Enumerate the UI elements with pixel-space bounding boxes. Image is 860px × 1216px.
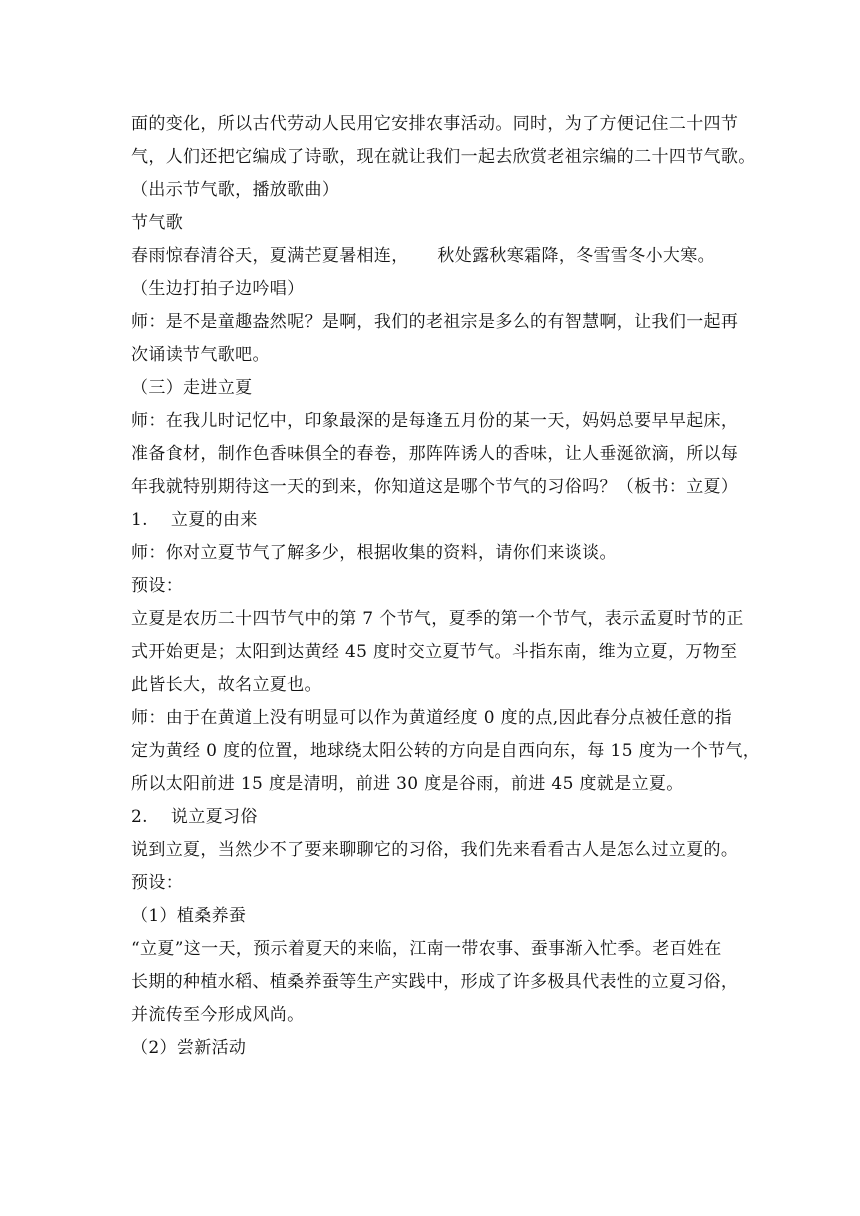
section-heading: 节气歌 — [131, 213, 184, 233]
paragraph-line: 师：由于在黄道上没有明显可以作为黄道经度 0 度的点,因此春分点被任意的指 — [131, 708, 732, 728]
section-heading: （1）植桑养蚕 — [131, 906, 247, 926]
paragraph-line: 说到立夏，当然少不了要来聊聊它的习俗，我们先来看看古人是怎么过立夏的。 — [131, 840, 739, 860]
paragraph-line: 立夏是农历二十四节气中的第 7 个节气，夏季的第一个节气，表示孟夏时节的正 — [131, 609, 744, 629]
paragraph-line: 预设： — [131, 873, 184, 893]
section-heading: （2）尝新活动 — [131, 1038, 247, 1058]
paragraph-line: 此皆长大，故名立夏也。 — [131, 675, 322, 695]
section-heading: （三）走进立夏 — [131, 378, 253, 398]
song-lyrics: 春雨惊春清谷天，夏满芒夏暑相连， 秋处露秋寒霜降，冬雪雪冬小大寒。 — [131, 246, 715, 266]
paragraph-line: 并流传至今形成风尚。 — [131, 1005, 305, 1025]
paragraph-line: 师：你对立夏节气了解多少，根据收集的资料，请你们来谈谈。 — [131, 543, 617, 563]
paragraph-line: 定为黄经 0 度的位置，地球绕太阳公转的方向是自西向东，每 15 度为一个节气， — [131, 741, 761, 761]
paragraph-line: 式开始更是；太阳到达黄经 45 度时交立夏节气。斗指东南，维为立夏，万物至 — [131, 642, 738, 662]
paragraph-line: 预设： — [131, 576, 184, 596]
paragraph-line: 准备食材，制作色香味俱全的春卷，那阵阵诱人的香味，让人垂涎欲滴，所以每 — [131, 444, 739, 464]
paragraph-line: （生边打拍子边吟唱） — [131, 279, 305, 299]
paragraph-line: 次诵读节气歌吧。 — [131, 345, 270, 365]
paragraph-line: 年我就特别期待这一天的到来，你知道这是哪个节气的习俗吗？（板书：立夏） — [131, 477, 739, 497]
numbered-heading: 2. 说立夏习俗 — [131, 807, 258, 827]
paragraph-line: 师：在我儿时记忆中，印象最深的是每逢五月份的某一天，妈妈总要早早起床， — [131, 411, 739, 431]
paragraph-line: 所以太阳前进 15 度是清明，前进 30 度是谷雨，前进 45 度就是立夏。 — [131, 774, 684, 794]
numbered-heading: 1. 立夏的由来 — [131, 510, 258, 530]
paragraph-line: 气，人们还把它编成了诗歌，现在就让我们一起去欣赏老祖宗编的二十四节气歌。 — [131, 147, 756, 167]
paragraph-line: 师：是不是童趣盎然呢？是啊，我们的老祖宗是多么的有智慧啊，让我们一起再 — [131, 312, 739, 332]
document-body — [131, 108, 761, 1065]
paragraph-line: （出示节气歌，播放歌曲） — [131, 180, 340, 200]
paragraph-line: 长期的种植水稻、植桑养蚕等生产实践中，形成了许多极具代表性的立夏习俗， — [131, 972, 739, 992]
paragraph-line: “立夏”这一天，预示着夏天的来临，江南一带农事、蚕事渐入忙季。老百姓在 — [131, 939, 722, 959]
paragraph-line: 面的变化，所以古代劳动人民用它安排农事活动。同时，为了方便记住二十四节 — [131, 114, 739, 134]
